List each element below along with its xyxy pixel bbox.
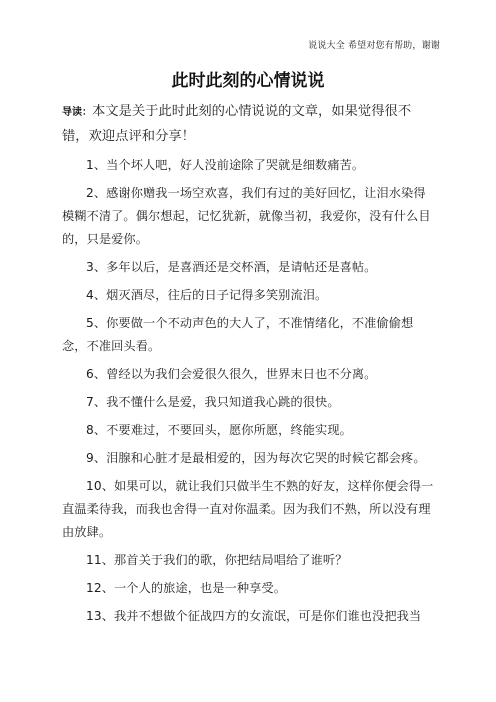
document-body [62, 100, 436, 633]
list-item: 8、不要难过，不要回头，愿你所愿，终能实现。 [86, 423, 352, 437]
list-item: 6、曾经以为我们会爱很久很久，世界末日也不分离。 [86, 367, 377, 381]
list-item: 5、你要做一个不动声色的大人了，不准情绪化，不准偷偷想念，不准回头看。 [62, 316, 414, 353]
list-item: 12、一个人的旅途，也是一种享受。 [86, 581, 287, 595]
list-item: 13、我并不想做个征战四方的女流氓，可是你们谁也没把我当 [86, 609, 422, 623]
list-item: 9、泪腺和心脏才是最相爱的，因为每次它哭的时候它都会疼。 [86, 451, 426, 465]
intro-text: 本文是关于此时此刻的心情说说的文章，如果觉得很不错，欢迎点评和分享！ [62, 104, 412, 144]
list-item: 4、烟灭酒尽，往后的日子记得多笑别流泪。 [86, 288, 328, 302]
list-item: 7、我不懂什么是爱，我只知道我心跳的很快。 [86, 395, 340, 409]
list-item: 11、那首关于我们的歌，你把结局唱给了谁听？ [86, 553, 348, 567]
page-title: 此时此刻的心情说说 [171, 71, 325, 91]
header-note: 说说大全 希望对您有帮助，谢谢 [308, 41, 440, 51]
list-item: 3、多年以后，是喜酒还是交杯酒，是请帖还是喜帖。 [86, 260, 377, 274]
intro-label: 导读： [62, 107, 92, 118]
intro-paragraph [62, 100, 436, 149]
list-item: 2、感谢你赠我一场空欢喜，我们有过的美好回忆，让泪水染得模糊不清了。偶尔想起，记忆犹新，就像当初，我爱你，没有什么目的，只是爱你。 [62, 186, 431, 246]
list-item: 10、如果可以，就让我们只做半生不熟的好友，这样你便会得一直温柔待我，而我也舍得一直对你温柔。因为我们不熟，所以没有理由放肆。 [62, 479, 434, 539]
list-item: 1、当个坏人吧，好人没前途除了哭就是细数痛苦。 [86, 158, 365, 172]
